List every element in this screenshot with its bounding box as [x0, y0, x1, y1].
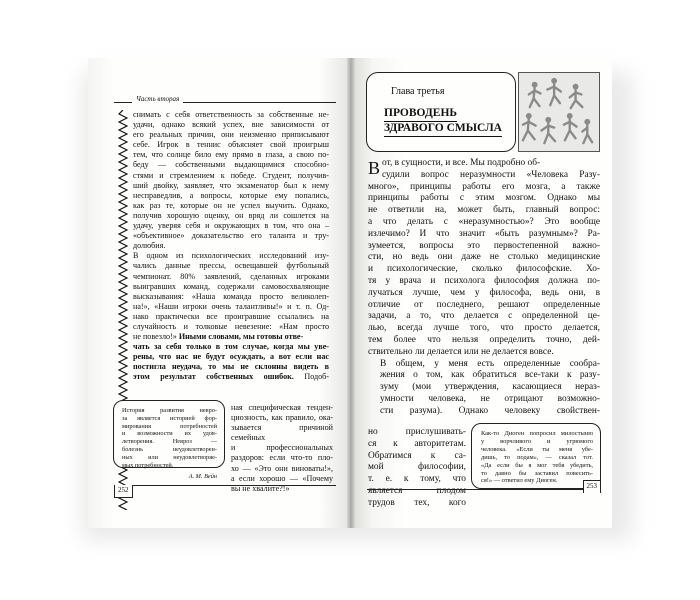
left-page-number: 252 [114, 485, 133, 498]
continuation-line: вы не хвалите?!» [231, 483, 290, 493]
right-line: много», принципы работы его мозга, а также [368, 181, 600, 192]
right-line: тем более что нельзя определить точно, дей- [368, 334, 600, 345]
narrow-line: т. е. к тому, что [368, 474, 466, 485]
narrow-line: мой философии, [368, 462, 466, 473]
left-bold-line: рены, что нас не будут осуждать, а вот если нас [133, 352, 329, 362]
body2-mixed-plain: не повезло!» [133, 332, 177, 342]
left-line: получив хорошую оценку, он вряд ли сошлется на [133, 210, 329, 220]
anecdote-line: Как-то Диоген попросил милостыню [481, 430, 593, 437]
quote-line: История развития невро- [122, 407, 217, 414]
left-line: снимать с себя ответственность за собственные не- [133, 110, 329, 119]
body2-mixed-bold: Иными словами, мы готовы отве- [176, 332, 304, 342]
continuation-line: ная специфическая тенден- [231, 403, 333, 412]
quote-line: мирования потребностей [122, 422, 217, 430]
section-header: Часть вторая [132, 95, 183, 103]
right-line: сти, но ведь они даже не столько медицинские [368, 252, 600, 263]
right-line: умности человека, не отрицают возможно- [380, 393, 600, 404]
right-line: тя у врача и психолога философия должна по- [368, 275, 600, 286]
right-page-number: 253 [583, 480, 602, 493]
right-line: принципы работы с этим мозгом. Однако мы [368, 193, 600, 204]
left-continuation-text [231, 403, 333, 494]
anecdote-line: «Да если бы я мог тебя убедить, [481, 461, 593, 469]
left-body-text [133, 110, 329, 383]
left-line: чемпионат. 80% заявлений, сделанных игроками [133, 271, 329, 281]
quote-line: болезнь неудовлетворен- [122, 445, 217, 453]
left-line: случайность и толковые невезение: «Нам просто [133, 321, 329, 331]
narrow-line: ся к авторитетам. [368, 438, 466, 449]
left-line: В одном из психологических исследований изу- [133, 251, 329, 261]
body2-tail: Подоб- [293, 372, 329, 382]
continuation-line: и профессиональных [231, 443, 333, 453]
chapter-label: Глава третья [391, 86, 445, 97]
right-footer-rule [367, 489, 601, 490]
continuation-line: циозность, как правило, ока- [231, 413, 333, 423]
left-bold-line: этом результат собственных ошибок. Подоб- [133, 372, 329, 382]
quote-line: ных или неудовлетворяе- [122, 453, 217, 461]
right-narrow-text [368, 427, 466, 510]
left-paragraph-2 [133, 251, 329, 382]
chapter-title [384, 107, 509, 137]
quote-line: летворения. Невроз — [122, 438, 217, 446]
left-line: на!», «Наши игроки очень талантливы!» и т. п. Од- [133, 301, 329, 311]
left-line: высказывания: «Наша команда просто великолеп- [133, 291, 329, 301]
right-paragraph-2 [368, 359, 600, 418]
right-line: судили вопрос неразумности «Человека Разу- [382, 169, 600, 180]
left-line: как раз те, которые он не успел выучить. Однако, [133, 200, 329, 210]
right-line: лучаться лучше, чем у философа, ведь они, в [368, 287, 600, 298]
left-line: беду — собственными выдающимися способно- [133, 160, 329, 170]
para1-first-line: от, в сущности, и все. Мы подробно об- [382, 158, 541, 168]
continuation-line: а если хорошо — «Почему [231, 473, 333, 483]
left-line: чались данные прессы, освещавшей футбольный [133, 261, 329, 271]
left-quote-box [113, 400, 225, 481]
anecdote-line: человека. «Если ты меня убе- [481, 445, 593, 453]
left-bold-line: постигла неудача, то мы не склонны видеть в [133, 362, 329, 372]
right-paragraph-1 [368, 158, 600, 359]
anecdote-line: то давно бы заставил повесить- [481, 469, 593, 477]
left-line: несправедлив, а вопросы, которые ему попались, [133, 190, 329, 200]
right-line: а что делать с «неразумностью»? Это вообще [368, 216, 600, 227]
left-line: удачи, однако всякий успех, вне зависимости от [133, 120, 329, 130]
right-line: излечимо? И что значит «быть разумным»? Ра- [368, 228, 600, 239]
right-line: ствительно ли делается или не делается вовсе. [368, 346, 554, 357]
quote-line: мых потребностей. [122, 461, 174, 469]
narrow-line: Обратимся к са- [368, 450, 466, 461]
chapter-title-line1: ПРОВОДЕНЬ [384, 107, 457, 122]
right-line: зуму (мои утверждения, касающиеся нераз- [380, 382, 600, 393]
left-line: выигравших команд, содержали самовосхваляющие [133, 281, 329, 291]
right-line: сти разума). Однако человеку свойствен- [380, 405, 600, 416]
narrow-line: трудов тех, кого [368, 497, 466, 508]
left-line: тем, что солнце било ему прямо в глаза, а свою по- [133, 150, 329, 160]
anecdote-line: ся!» — ответил ему Диоген. [481, 477, 558, 485]
left-footer-rule [114, 485, 336, 486]
anecdote-line: у ворчливого и угрюмого [481, 437, 593, 445]
right-line: В общем, у меня есть определенные сообра- [380, 358, 600, 369]
left-line: его реальных причин, они неизменно приписывают [133, 130, 329, 140]
right-line: задачи, а то, что делается с определенной це- [368, 311, 600, 322]
left-line: долюбия. [133, 241, 166, 251]
anecdote-line: дишь, то подам», — сказал тот. [481, 453, 593, 461]
narrow-line: но прислушивать- [368, 427, 466, 437]
left-bold-line: чать за себя только в том случае, когда мы уве- [133, 342, 329, 352]
quote-line: за является историей фор- [122, 414, 217, 422]
chapter-title-line2: ЗДРАВОГО СМЫСЛА [384, 122, 502, 137]
right-line: не ответили на, может быть, главный вопрос: [368, 205, 600, 216]
left-line: удачу, уверяя себя и окружающих в том, что она – [133, 221, 329, 231]
anecdote-box [471, 423, 601, 489]
continuation-line: хо — «Это они виноваты!», [231, 463, 333, 473]
quote-text [122, 407, 217, 469]
drop-cap: В [368, 158, 381, 178]
runners-photo [518, 72, 600, 152]
quote-line: и возможности их удов- [122, 430, 217, 438]
continuation-line: раздоров: если что-то пло- [231, 453, 333, 463]
left-line: «объективное» доказательство его таланта и тру- [133, 231, 329, 241]
right-line: и психологические, сколько философские. Хо- [368, 264, 600, 275]
continuation-line: зывается причиной семейных [231, 423, 333, 443]
left-line: стями и стремлением к победе. Студент, получив- [133, 170, 329, 180]
right-line: жения о том, как обратиться все-таки к разу- [380, 370, 600, 381]
left-paragraph-1 [133, 110, 329, 251]
right-line: отличие от последнего, решают определенные [368, 299, 600, 310]
quote-author: А. М. Вейн [188, 473, 217, 481]
right-line: зумеется, вопросы это первостепенной важно- [368, 240, 600, 251]
left-line: нако практически все проигравшие ссылались на [133, 311, 329, 321]
left-line: ший двойку, заявляет, что экзаменатор был к нему [133, 180, 329, 190]
book-gutter [347, 58, 355, 528]
narrow-line: является плодом [368, 485, 466, 496]
right-body-text [368, 158, 600, 418]
left-line: себе. Игрок в теннис объясняет свой проигрыш [133, 140, 329, 150]
right-line: лью, всегда лучше того, что просто делается, [368, 323, 600, 334]
